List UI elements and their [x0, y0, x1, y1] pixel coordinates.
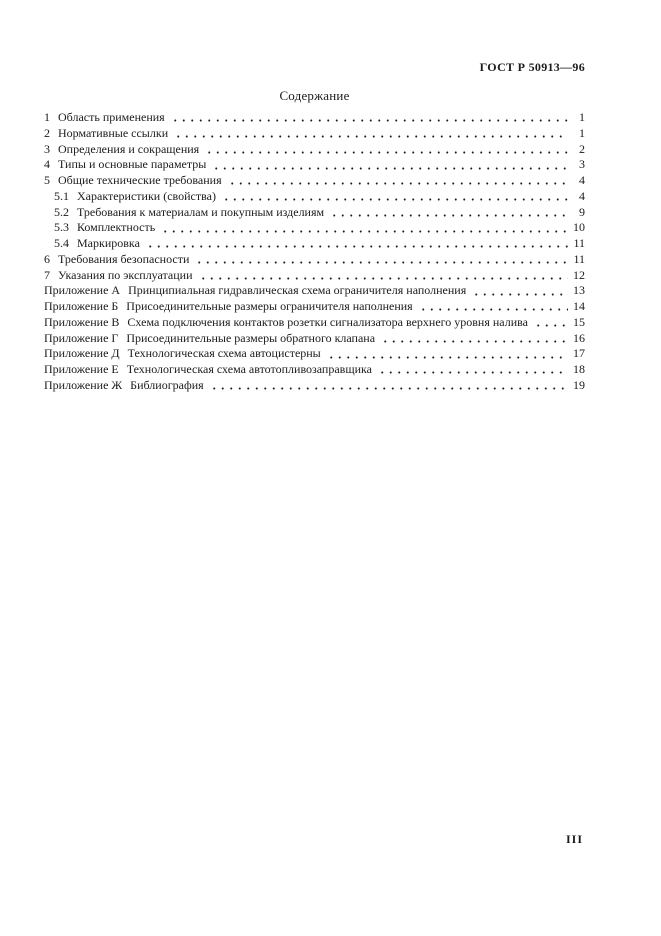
toc-entry-page-number: 4	[579, 173, 585, 187]
toc-entry-label: Технологическая схема автотопливозаправщика	[126, 362, 372, 376]
toc-entry-page-number: 4	[579, 188, 585, 203]
toc-entry	[44, 205, 585, 221]
toc-entry-page-number: 19	[573, 377, 585, 392]
toc-entry-label: Область применения	[58, 110, 165, 124]
toc-entry-page-number: 14	[573, 299, 585, 313]
toc-entry-number: 6	[44, 251, 50, 266]
toc-entry	[44, 142, 585, 158]
toc-entry	[44, 362, 585, 378]
toc-entry-page-number: 3	[579, 157, 585, 172]
toc-entry-number: 2	[44, 125, 50, 140]
toc-entry-label: Присоединительные размеры обратного клапана	[126, 330, 376, 345]
toc-entry-page-number: 2	[579, 141, 585, 156]
toc-entry-number: Приложение В	[44, 314, 120, 329]
toc-entry	[44, 220, 585, 236]
toc-entry-label: Нормативные ссылки	[58, 125, 169, 140]
toc-entry-number: Приложение Б	[44, 299, 119, 313]
dot-leader	[228, 173, 568, 189]
toc-entry-number: 1	[44, 110, 50, 124]
dot-leader	[210, 378, 568, 394]
toc-entry	[44, 252, 585, 268]
dot-leader	[171, 110, 568, 126]
toc-entry-number: 4	[44, 157, 50, 172]
toc-entry-number: Приложение Д	[44, 346, 120, 361]
dot-leader	[195, 252, 568, 268]
dot-leader	[174, 126, 568, 142]
toc-entry-number: Приложение А	[44, 283, 121, 298]
toc-entry	[44, 173, 585, 189]
dot-leader	[205, 142, 568, 158]
document-code-header: ГОСТ Р 50913—96	[479, 60, 585, 74]
toc-entry-number: 5.3	[54, 220, 69, 235]
dot-leader	[472, 283, 568, 299]
dot-leader	[161, 220, 568, 236]
toc-entry-number: 5	[44, 173, 50, 187]
toc-entry	[44, 346, 585, 362]
toc-entry-number: Приложение Ж	[44, 377, 123, 392]
dot-leader	[222, 189, 568, 205]
toc-entry-page-number: 16	[573, 330, 585, 345]
toc-entry-label: Принципиальная гидравлическая схема ограничителя наполнения	[128, 283, 467, 298]
toc-entry-label: Комплектность	[77, 220, 156, 235]
toc-entry	[44, 126, 585, 142]
toc-entry-label: Требования безопасности	[58, 251, 190, 266]
toc-entry-page-number: 18	[573, 362, 585, 376]
toc-entry-page-number: 9	[579, 204, 585, 219]
toc-entry	[44, 268, 585, 284]
toc-entry-label: Требования к материалам и покупным изделиям	[77, 204, 325, 219]
toc-entry-number: 5.1	[54, 188, 69, 203]
toc-entry-page-number: 15	[573, 314, 585, 329]
toc-entry-number: 3	[44, 141, 50, 156]
toc-entry	[44, 110, 585, 126]
dot-leader	[381, 331, 568, 347]
toc-entry-number: 7	[44, 267, 50, 282]
toc-entry-label: Общие технические требования	[58, 173, 222, 187]
contents-title: Содержание	[279, 88, 350, 103]
dot-leader	[419, 299, 568, 315]
toc-entry-page-number: 1	[579, 110, 585, 124]
toc-entry-number: Приложение Е	[44, 362, 119, 376]
toc-entry-number: Приложение Г	[44, 330, 119, 345]
toc-entry-page-number: 11	[573, 251, 585, 266]
dot-leader	[146, 236, 568, 252]
toc-entry-label: Указания по эксплуатации	[58, 267, 193, 282]
toc-entry-label: Присоединительные размеры ограничителя наполнения	[126, 299, 413, 313]
dot-leader	[330, 205, 568, 221]
toc-entry-number: 5.2	[54, 204, 69, 219]
toc-entry-page-number: 17	[573, 346, 585, 361]
dot-leader	[199, 268, 568, 284]
dot-leader	[534, 315, 568, 331]
toc-entry-label: Типы и основные параметры	[58, 157, 207, 172]
toc-entry-number: 5.4	[54, 236, 69, 250]
toc-entry	[44, 315, 585, 331]
toc-entry	[44, 157, 585, 173]
toc-entry	[44, 283, 585, 299]
toc-entry-page-number: 11	[573, 236, 585, 250]
toc-entry	[44, 236, 585, 252]
toc-entry-page-number: 12	[573, 267, 585, 282]
toc-entry	[44, 331, 585, 347]
toc-entry-label: Определения и сокращения	[58, 141, 200, 156]
toc-entry-page-number: 10	[573, 220, 585, 235]
toc-entry-label: Маркировка	[77, 236, 140, 250]
dot-leader	[378, 362, 568, 378]
toc-entry	[44, 189, 585, 205]
toc-entry	[44, 378, 585, 394]
dot-leader	[327, 346, 568, 362]
toc-entry-page-number: 13	[573, 283, 585, 298]
page-number-folio: III	[565, 832, 583, 846]
table-of-contents	[44, 110, 585, 394]
toc-entry-label: Технологическая схема автоцистерны	[127, 346, 321, 361]
toc-entry-label: Библиография	[130, 377, 204, 392]
toc-entry-page-number: 1	[579, 125, 585, 140]
toc-entry-label: Схема подключения контактов розетки сигнализатора верхнего уровня налива	[127, 314, 528, 329]
dot-leader	[212, 157, 568, 173]
toc-entry	[44, 299, 585, 315]
toc-entry-label: Характеристики (свойства)	[77, 188, 216, 203]
